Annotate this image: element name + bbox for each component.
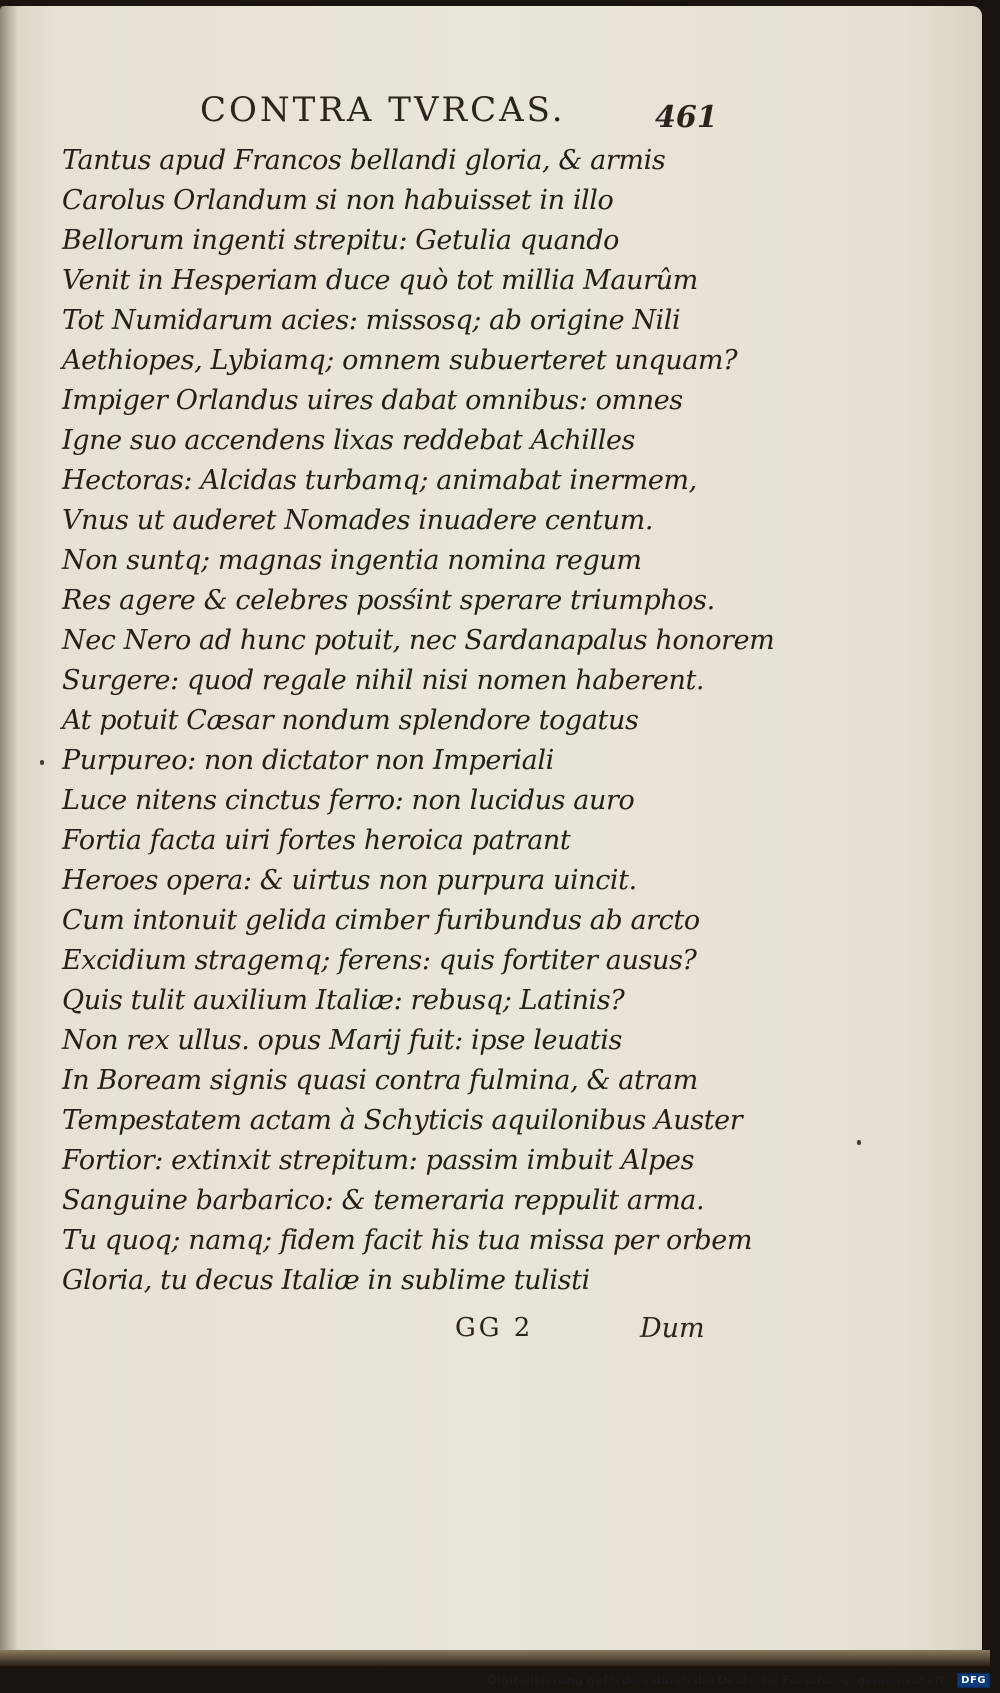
page-gutter-shadow [0,6,18,1656]
poem-line: Gloria, tu decus Italiæ in sublime tulisti [62,1265,590,1296]
poem-line: Fortior: extinxit strepitum: passim imbuit Alpes [62,1145,695,1176]
poem-line: Aethiopes, Lybiamq; omnem subuerteret unquam? [62,345,738,376]
poem-line: Tempestatem actam à Schyticis aquilonibus Auster [62,1105,743,1136]
poem-line: Non rex ullus. opus Marij fuit: ipse leuatis [62,1025,622,1056]
page-number: 461 [655,100,718,135]
poem-line: Res agere & celebres posśint sperare triumphos. [62,585,715,616]
poem-line: Venit in Hesperiam duce quò tot millia Maurûm [62,265,698,296]
poem-line: Non suntq; magnas ingentia nomina regum [62,545,642,576]
poem-line: Sanguine barbarico: & temeraria reppulit arma. [62,1185,705,1216]
signature-mark: GG 2 [455,1313,534,1343]
poem-line: Hectoras: Alcidas turbamq; animabat inermem, [62,465,697,496]
poem-line: Excidium stragemq; ferens: quis fortiter ausus? [62,945,697,976]
digitization-footer [487,1669,990,1691]
catchword: Dum [640,1313,705,1344]
poem-line: Bellorum ingenti strepitu: Getulia quando [62,225,620,256]
ink-speck [857,1140,861,1145]
poem-line: Tantus apud Francos bellandi gloria, & armis [62,145,666,176]
poem-line: In Boream signis quasi contra fulmina, & atram [62,1065,698,1096]
poem-line: Luce nitens cinctus ferro: non lucidus auro [62,785,635,816]
running-title: CONTRA TVRCAS. [200,90,566,130]
ink-speck [40,760,44,765]
poem-line: Carolus Orlandum si non habuisset in illo [62,185,614,216]
poem-line: Tu quoq; namq; fidem facit his tua missa per orbem [62,1225,753,1256]
poem-line: At potuit Cæsar nondum splendore togatus [62,705,639,736]
poem-line: Purpureo: non dictator non Imperiali [62,745,554,776]
poem-line: Nec Nero ad hunc potuit, nec Sardanapalus honorem [62,625,775,656]
poem-line: Fortia facta uiri fortes heroica patrant [62,825,571,856]
poem-line: Impiger Orlandus uires dabat omnibus: omnes [62,385,683,416]
poem-line: Quis tulit auxilium Italiæ: rebusq; Latinis? [62,985,625,1016]
poem-line: Vnus ut auderet Nomades inuadere centum. [62,505,654,536]
poem-line: Surgere: quod regale nihil nisi nomen haberent. [62,665,705,696]
dfg-logo: DFG [957,1673,990,1688]
poem-line: Cum intonuit gelida cimber furibundus ab arcto [62,905,700,936]
funding-credit: Digitalisierung gefördert durch die Deutsche Forschungsgemeinschaft · [487,1673,954,1687]
page-bottom-edge [0,1650,990,1666]
poem-line: Igne suo accendens lixas reddebat Achilles [62,425,636,456]
poem-line: Heroes opera: & uirtus non purpura uincit. [62,865,637,896]
catchword-row [0,1313,1000,1353]
poem-line: Tot Numidarum acies: missosq; ab origine Nili [62,305,681,336]
poem-text [62,141,775,1301]
